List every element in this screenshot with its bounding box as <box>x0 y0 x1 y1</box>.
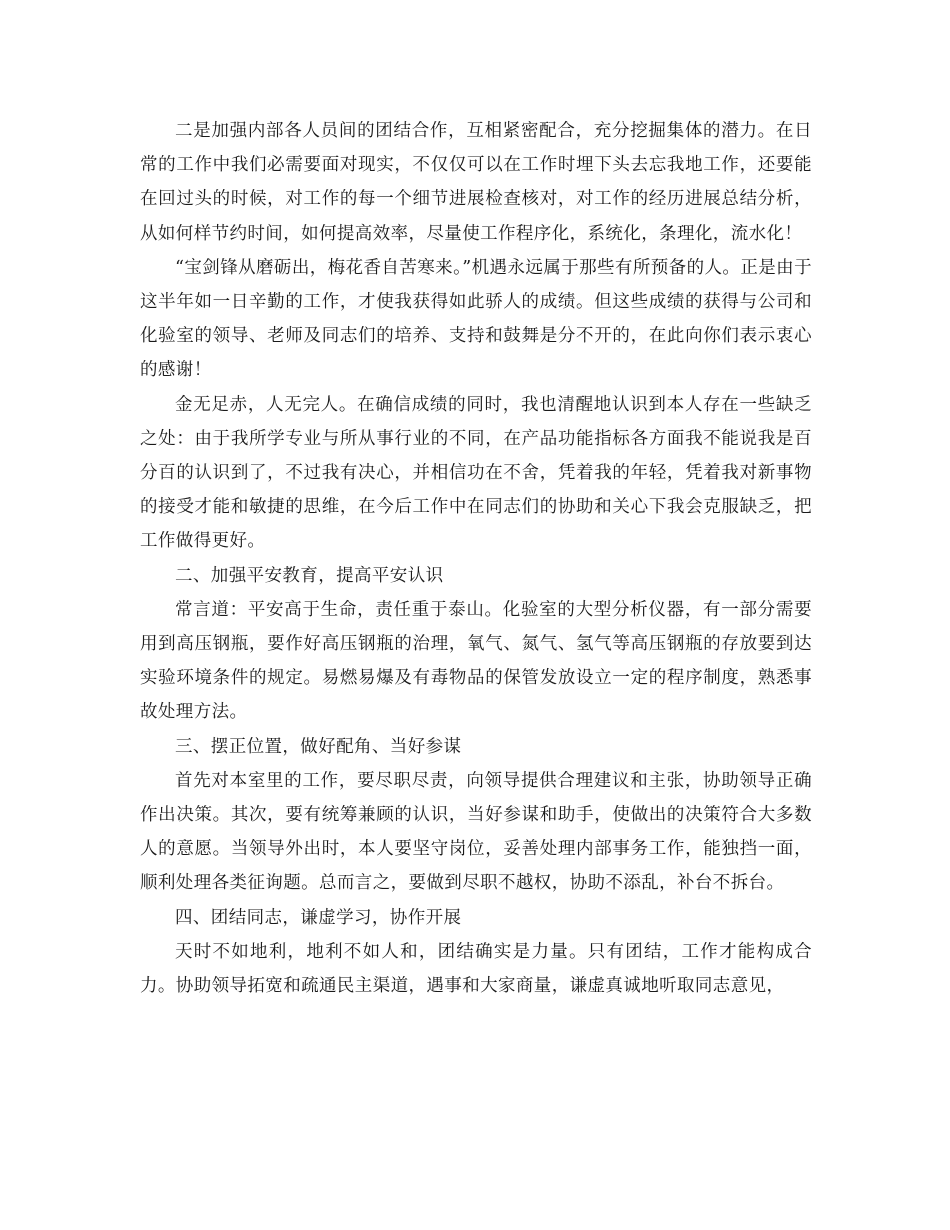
paragraph-proverb-gratitude: “宝剑锋从磨砺出，梅花香自苦寒来。”机遇永远属于那些有所预备的人。正是由于这半年如一日辛勤的工作，才使我获得如此骄人的成绩。但这些成绩的获得与公司和化验室的领导、老师及同志们的培养、支持和鼓舞是分不开的，在此向你们表示衷心的感谢！ <box>140 257 812 381</box>
section-heading-position: 三、摆正位置，做好配角、当好参谋 <box>175 736 462 757</box>
paragraph-safety: 常言道：平安高于生命，责任重于泰山。化验室的大型分析仪器，有一部分需要用到高压钢瓶，要作好高压钢瓶的治理，氧气、氮气、氢气等高压钢瓶的存放要到达实验环境条件的规定。易燃易爆及有毒物品的保管发放设立一定的程序制度，熟悉事故处理方法。 <box>140 599 812 723</box>
paragraph-unity: 天时不如地利，地利不如人和，团结确实是力量。只有团结，工作才能构成合力。协助领导拓宽和疏通民主渠道，遇事和大家商量，谦虚真诚地听取同志意见， <box>140 941 812 997</box>
section-heading-safety: 二、加强平安教育，提高平安认识 <box>175 565 444 586</box>
document-body <box>140 114 812 1003</box>
paragraph-teamwork: 二是加强内部各人员间的团结合作，互相紧密配合，充分挖掘集体的潜力。在日常的工作中我们必需要面对现实，不仅仅可以在工作时埋下头去忘我地工作，还要能在回过头的时候，对工作的每一个细节进展检查核对，对工作的经历进展总结分析，从如何样节约时间，如何提高效率，尽量使工作程序化，系统化，条理化，流水化！ <box>140 121 812 244</box>
paragraph-self-reflection: 金无足赤，人无完人。在确信成绩的同时，我也清醒地认识到本人存在一些缺乏之处：由于我所学专业与所从事行业的不同，在产品功能指标各方面我不能说我是百分百的认识到了，不过我有决心，并相信功在不舍，凭着我的年轻，凭着我对新事物的接受才能和敏捷的思维，在今后工作中在同志们的协助和关心下我会克服缺乏，把工作做得更好。 <box>140 394 812 552</box>
paragraph-position: 首先对本室里的工作，要尽职尽责，向领导提供合理建议和主张，协助领导正确作出决策。其次，要有统筹兼顾的认识，当好参谋和助手，使做出的决策符合大多数人的意愿。当领导外出时，本人要坚守岗位，妥善处理内部事务工作，能独挡一面，顺利处理各类征询题。总而言之，要做到尽职不越权，协助不添乱，补台不拆台。 <box>140 770 812 894</box>
section-heading-unity: 四、团结同志，谦虚学习，协作开展 <box>175 907 462 928</box>
